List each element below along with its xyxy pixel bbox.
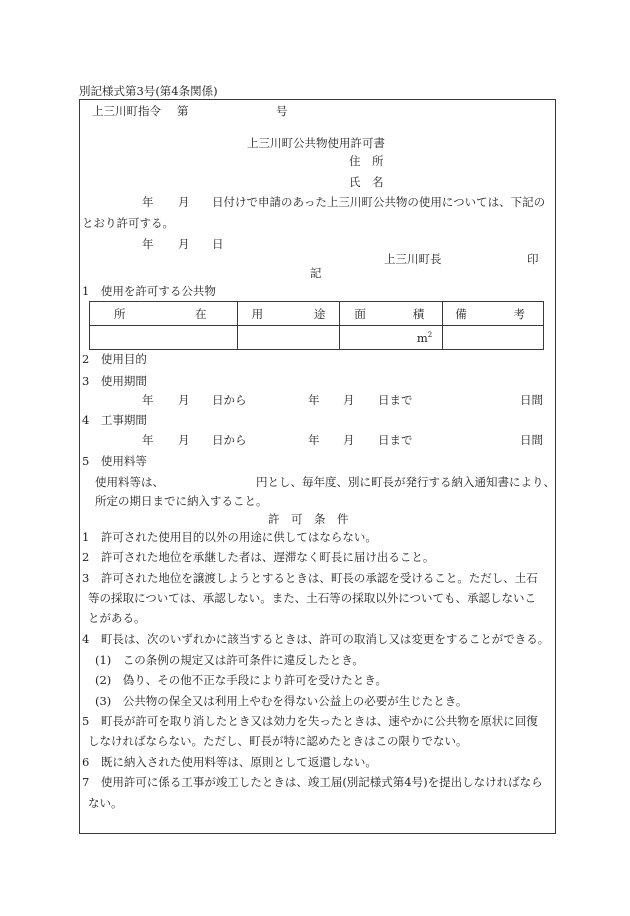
- list-item: 7 使用許可に係る工事が竣工したときは、竣工届(別記様式第4号)を提出しなければなら: [82, 775, 543, 789]
- intro-text: 日付けで申請のあった上三川町公共物の使用については、下記の: [212, 195, 546, 209]
- document-title: 上三川町公共物使用許可書: [247, 136, 385, 150]
- list-item: (3) 公共物の保全又は利用上やむを得ない公益上の必要が生じたとき。: [95, 694, 468, 708]
- list-item: しなければならない。ただし、町長が特に認めたときはこの限りでない。: [88, 734, 468, 748]
- section-2-heading: 2 使用目的: [82, 352, 147, 366]
- intro-month: 月: [178, 195, 190, 209]
- ki-heading: 記: [310, 266, 322, 280]
- list-item: 1 許可された使用目的以外の用途に供してはならない。: [82, 530, 377, 544]
- list-item: (1) この条例の規定又は許可条件に違反したとき。: [95, 653, 364, 667]
- seal-mark: 印: [527, 252, 539, 266]
- table-header-row: [90, 302, 544, 326]
- address-label: 住 所: [349, 154, 384, 168]
- section-5-heading: 5 使用料等: [82, 454, 147, 468]
- cell-area: $m^2$: [340, 326, 443, 350]
- cell-location: [90, 326, 238, 350]
- mayor-label: 上三川町長: [384, 252, 442, 266]
- issue-year: 年: [142, 237, 154, 251]
- list-item: (2) 偽り、その他不正な手段により許可を受けたとき。: [95, 673, 387, 687]
- header-remarks: 備 考: [443, 302, 544, 326]
- list-item: 4 町長は、次のいずれかに該当するときは、許可の取消し又は変更をすることができる。: [82, 632, 550, 646]
- list-item: 等の採取については、承認しない。また、土石等の採取以外についても、承認しないこ: [88, 591, 537, 605]
- conditions-title: 許 可 条 件: [268, 512, 349, 526]
- public-property-table: [89, 301, 544, 350]
- list-item: 3 許可された地位を譲渡しようとするときは、町長の承認を受けること。ただし、土石: [82, 571, 538, 585]
- header-location: 所 在: [90, 302, 238, 326]
- header-purpose: 用 途: [237, 302, 340, 326]
- header-area: 面 積: [340, 302, 443, 326]
- cell-purpose: [237, 326, 340, 350]
- issue-month: 月: [178, 237, 190, 251]
- cell-remarks: [443, 326, 544, 350]
- doc-number-go: 号: [276, 104, 288, 118]
- intro-line2: とおり許可する。: [82, 216, 174, 230]
- issue-day: 日: [212, 237, 224, 251]
- list-item: 6 既に納入された使用料等は、原則として返還しない。: [82, 755, 377, 769]
- list-item: とがある。: [88, 611, 146, 625]
- section-1-heading: 1 使用を許可する公共物: [82, 284, 216, 298]
- doc-number-prefix: 上三川町指令: [92, 104, 161, 118]
- name-label: 氏 名: [349, 175, 384, 189]
- list-item: 5 町長が許可を取り消したとき又は効力を失ったときは、速やかに公共物を原状に回復: [82, 714, 538, 728]
- section-3-heading: 3 使用期間: [82, 374, 147, 388]
- doc-number-dai: 第: [177, 104, 189, 118]
- section-4-heading: 4 工事期間: [82, 413, 147, 427]
- table-row: [90, 326, 544, 350]
- list-item: ない。: [88, 796, 123, 810]
- intro-year: 年: [142, 195, 154, 209]
- list-item: 2 許可された地位を承継した者は、遅滞なく町長に届け出ること。: [82, 550, 435, 564]
- form-label: 別記様式第3号(第4条関係): [79, 84, 218, 98]
